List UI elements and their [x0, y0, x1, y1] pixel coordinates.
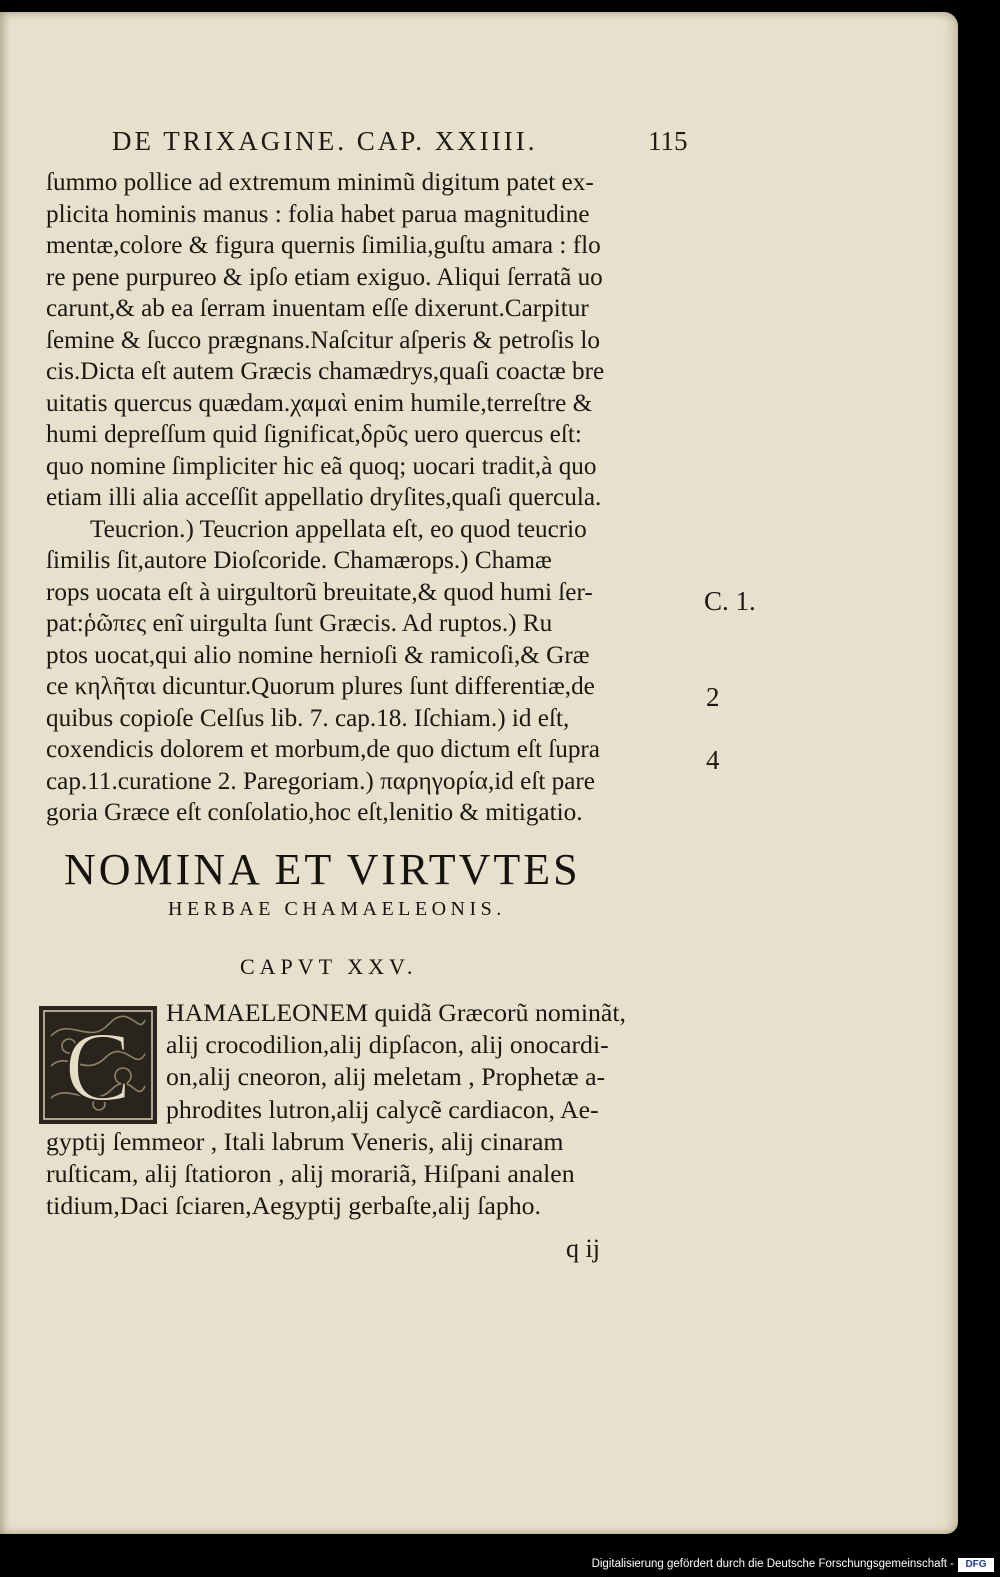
book-page: [0, 12, 958, 1534]
text-line: pat:ῥῶπες enĩ uirgulta ſunt Græcis. Ad ruptos.) Ru: [46, 610, 553, 637]
text-line: coxendicis dolorem et morbum,de quo dictum eſt ſupra: [46, 736, 600, 763]
margin-note-4: 4: [706, 745, 720, 775]
body-text: [46, 167, 706, 829]
text-line: Teucrion.) Teucrion appellata eſt, eo quod teucrio: [90, 515, 587, 543]
text-line: etiam illi alia acceſſit appellatio dryſites,quaſi quercula.: [46, 484, 602, 511]
text-line: re pene purpureo & ipſo etiam exiguo. Aliqui ſerratã uo: [46, 263, 603, 291]
text-line: alij crocodilion,alij dipſacon, alij onocardi-: [166, 1030, 609, 1060]
text-line: on,alij cneoron, alij meletam , Prophetæ a-: [166, 1062, 606, 1092]
text-line: gyptij ſemmeor , Itali labrum Veneris, alij cinaram: [46, 1126, 564, 1156]
chapter-subtitle: HERBAE CHAMAELEONIS.: [168, 898, 506, 920]
running-header: [112, 126, 712, 160]
chapter-title: NOMINA ET VIRTVTES: [64, 845, 581, 894]
text-line: ruſticam, alij ſtatioron , alij morariã, Hiſpani analen: [46, 1158, 575, 1188]
text-line: plicita hominis manus : folia habet parua magnitudine: [46, 200, 590, 228]
signature-mark: q ij: [566, 1234, 600, 1263]
dfg-logo: DFG: [958, 1558, 994, 1572]
margin-note-c1: C. 1.: [704, 586, 756, 616]
text-line: uitatis quercus quædam.χαμαὶ enim humile,terreſtre &: [46, 389, 593, 417]
text-line: mentæ,colore & figura quernis ſimilia,guſtu amara : flo: [46, 232, 601, 259]
text-line: HAMAELEONEM quidã Græcorũ nominãt,: [166, 998, 626, 1027]
text-line: ſummo pollice ad extremum minimũ digitum patet ex-: [46, 169, 594, 196]
text-line: tidium,Daci ſciaren,Aegyptij gerbaſte,alij ſapho.: [46, 1191, 541, 1221]
text-line: ſimilis ſit,autore Dioſcoride. Chamærops.) Chamæ: [46, 547, 552, 574]
text-line: quibus copioſe Celſus lib. 7. cap.18. Iſchiam.) id eſt,: [46, 704, 570, 732]
text-line: humi depreſſum quid ſignificat,δρῦς uero quercus eſt:: [46, 421, 582, 448]
folio-number: 115: [648, 126, 688, 156]
chapter-number: CAPVT XXV.: [240, 954, 418, 979]
initial-letter: C: [64, 1011, 132, 1122]
margin-note-2: 2: [706, 682, 720, 712]
text-line: goria Græce eſt conſolatio,hoc eſt,lenitio & mitigatio.: [46, 799, 583, 826]
text-line: rops uocata eſt à uirgultorũ breuitate,& quod humi ſer-: [46, 578, 593, 606]
running-header-title: DE TRIXAGINE. CAP. XXIIII.: [112, 126, 538, 156]
text-line: cis.Dicta eſt autem Græcis chamædrys,quaſi coactæ bre: [46, 358, 605, 385]
text-line: ptos uocat,qui alio nomine hernioſi & ramicoſi,& Græ: [46, 641, 590, 669]
text-line: ſemine & ſucco prægnans.Naſcitur aſperis & petroſis lo: [46, 326, 600, 354]
text-line: cap.11.curatione 2. Paregoriam.) παρηγορία,id eſt pare: [46, 767, 595, 795]
footer-credit: Digitalisierung gefördert durch die Deutsche Forschungsgemeinschaft -: [591, 1558, 954, 1570]
text-line: carunt,& ab ea ſerram inuentam eſſe dixerunt.Carpitur: [46, 295, 589, 322]
text-line: quo nomine ſimpliciter hic eã quoq; uocari tradit,à quo: [46, 452, 597, 480]
text-line: phrodites lutron,alij calycẽ cardiacon, Ae-: [166, 1094, 599, 1124]
text-line: ce κηλῆται dicuntur.Quorum plures ſunt differentiæ,de: [46, 673, 595, 700]
chapter-text: [46, 997, 706, 1222]
